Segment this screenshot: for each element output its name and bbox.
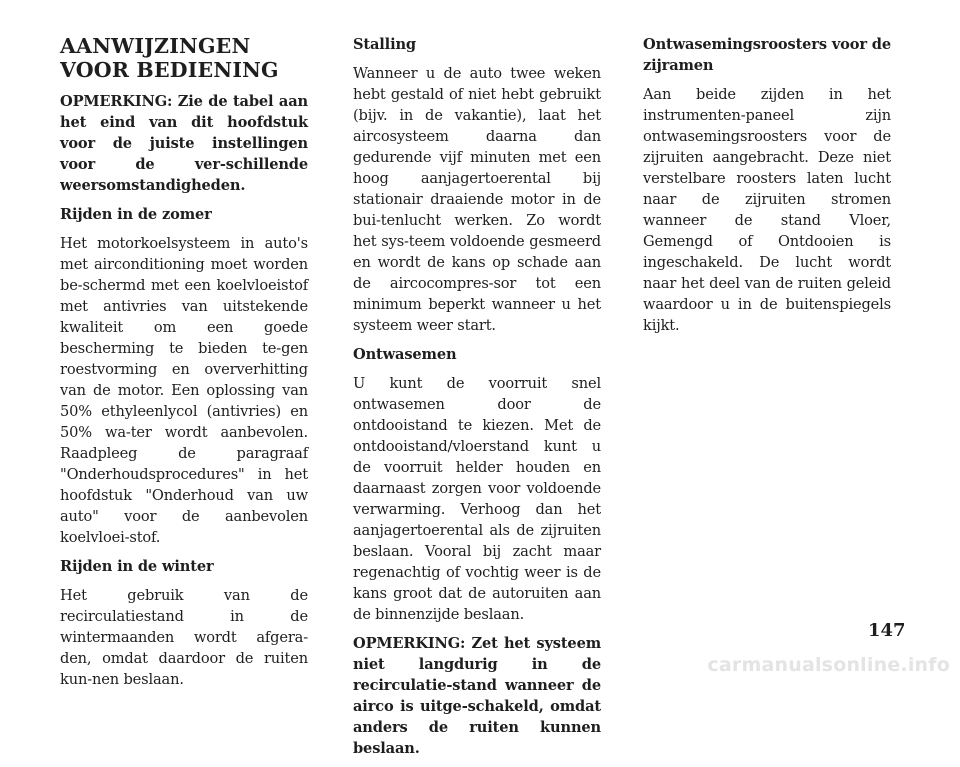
note-weather-settings: OPMERKING: Zie de tabel aan het eind van dit hoofdstuk voor de juiste instellingen voor de ver-schillende weersomstandigheden. xyxy=(60,93,308,194)
text-column-right xyxy=(643,34,891,344)
paragraph-winter-driving: Het gebruik van de recirculatiestand in de wintermaanden wordt afgera-den, omdat daardoor de ruiten kun-nen beslaan. xyxy=(60,587,308,688)
heading-winter-driving: Rijden in de winter xyxy=(60,558,214,575)
paragraph-defogging: U kunt de voorruit snel ontwasemen door de ontdooistand te kiezen. Met de ontdooistand/vloerstand kunt u de voorruit helder houden en daarnaast zorgen voor voldoende verwarming. Verhoog dan het aanjagertoerental als de zijruiten beslaan. Vooral bij zacht maar regenachtig of vochtig weer is de kans groot dat de autoruiten aan de binnenzijde beslaan. xyxy=(353,375,601,623)
paragraph-summer-driving: Het motorkoelsysteem in auto's met airconditioning moet worden be-schermd met een koelvloeistof met antivries van uitstekende kwaliteit om een goede bescherming te bieden te-gen roestvorming en oververhitting van de motor. Een oplossing van 50% ethyleenlycol (antivries) en 50% wa-ter wordt aanbevolen. Raadpleeg de paragraaf "Onderhoudsprocedures" in het hoofdstuk "Onderhoud van uw auto" voor de aanbevolen koelvloei-stof. xyxy=(60,235,308,546)
paragraph-storage: Wanneer u de auto twee weken hebt gestald of niet hebt gebruikt (bijv. in de vakantie), laat het aircosysteem daarna dan gedurende vijf minuten met een hoog aanjagertoerental bij stationair draaiende motor in de bui-tenlucht werken. Zo wordt het sys-teem voldoende gesmeerd en wordt de kans op schade aan de aircocompres-sor tot een minimum beperkt wanneer u het systeem weer start. xyxy=(353,65,601,334)
heading-side-window-vents: Ontwasemingsroosters voor de zijramen xyxy=(643,36,891,74)
page-number: 147 xyxy=(868,620,906,641)
heading-defogging: Ontwasemen xyxy=(353,346,457,363)
text-column-middle xyxy=(353,34,601,767)
section-title: AANWIJZINGEN VOOR BEDIENING xyxy=(60,34,279,82)
watermark: carmanualsonline.info xyxy=(707,654,950,676)
heading-storage: Stalling xyxy=(353,36,416,53)
note-recirculation: OPMERKING: Zet het systeem niet langdurig in de recirculatie-stand wanneer de airco is uitge-schakeld, omdat anders de ruiten kunnen beslaan. xyxy=(353,635,601,757)
heading-summer-driving: Rijden in de zomer xyxy=(60,206,212,223)
text-column-left xyxy=(60,34,308,698)
paragraph-side-window-vents: Aan beide zijden in het instrumenten-paneel zijn ontwasemingsroosters voor de zijruiten aangebracht. Deze niet verstelbare roosters laten lucht naar de zijruiten stromen wanneer de stand Vloer, Gemengd of Ontdooien is ingeschakeld. De lucht wordt naar het deel van de ruiten geleid waardoor u in de buitenspiegels kijkt. xyxy=(643,86,891,334)
